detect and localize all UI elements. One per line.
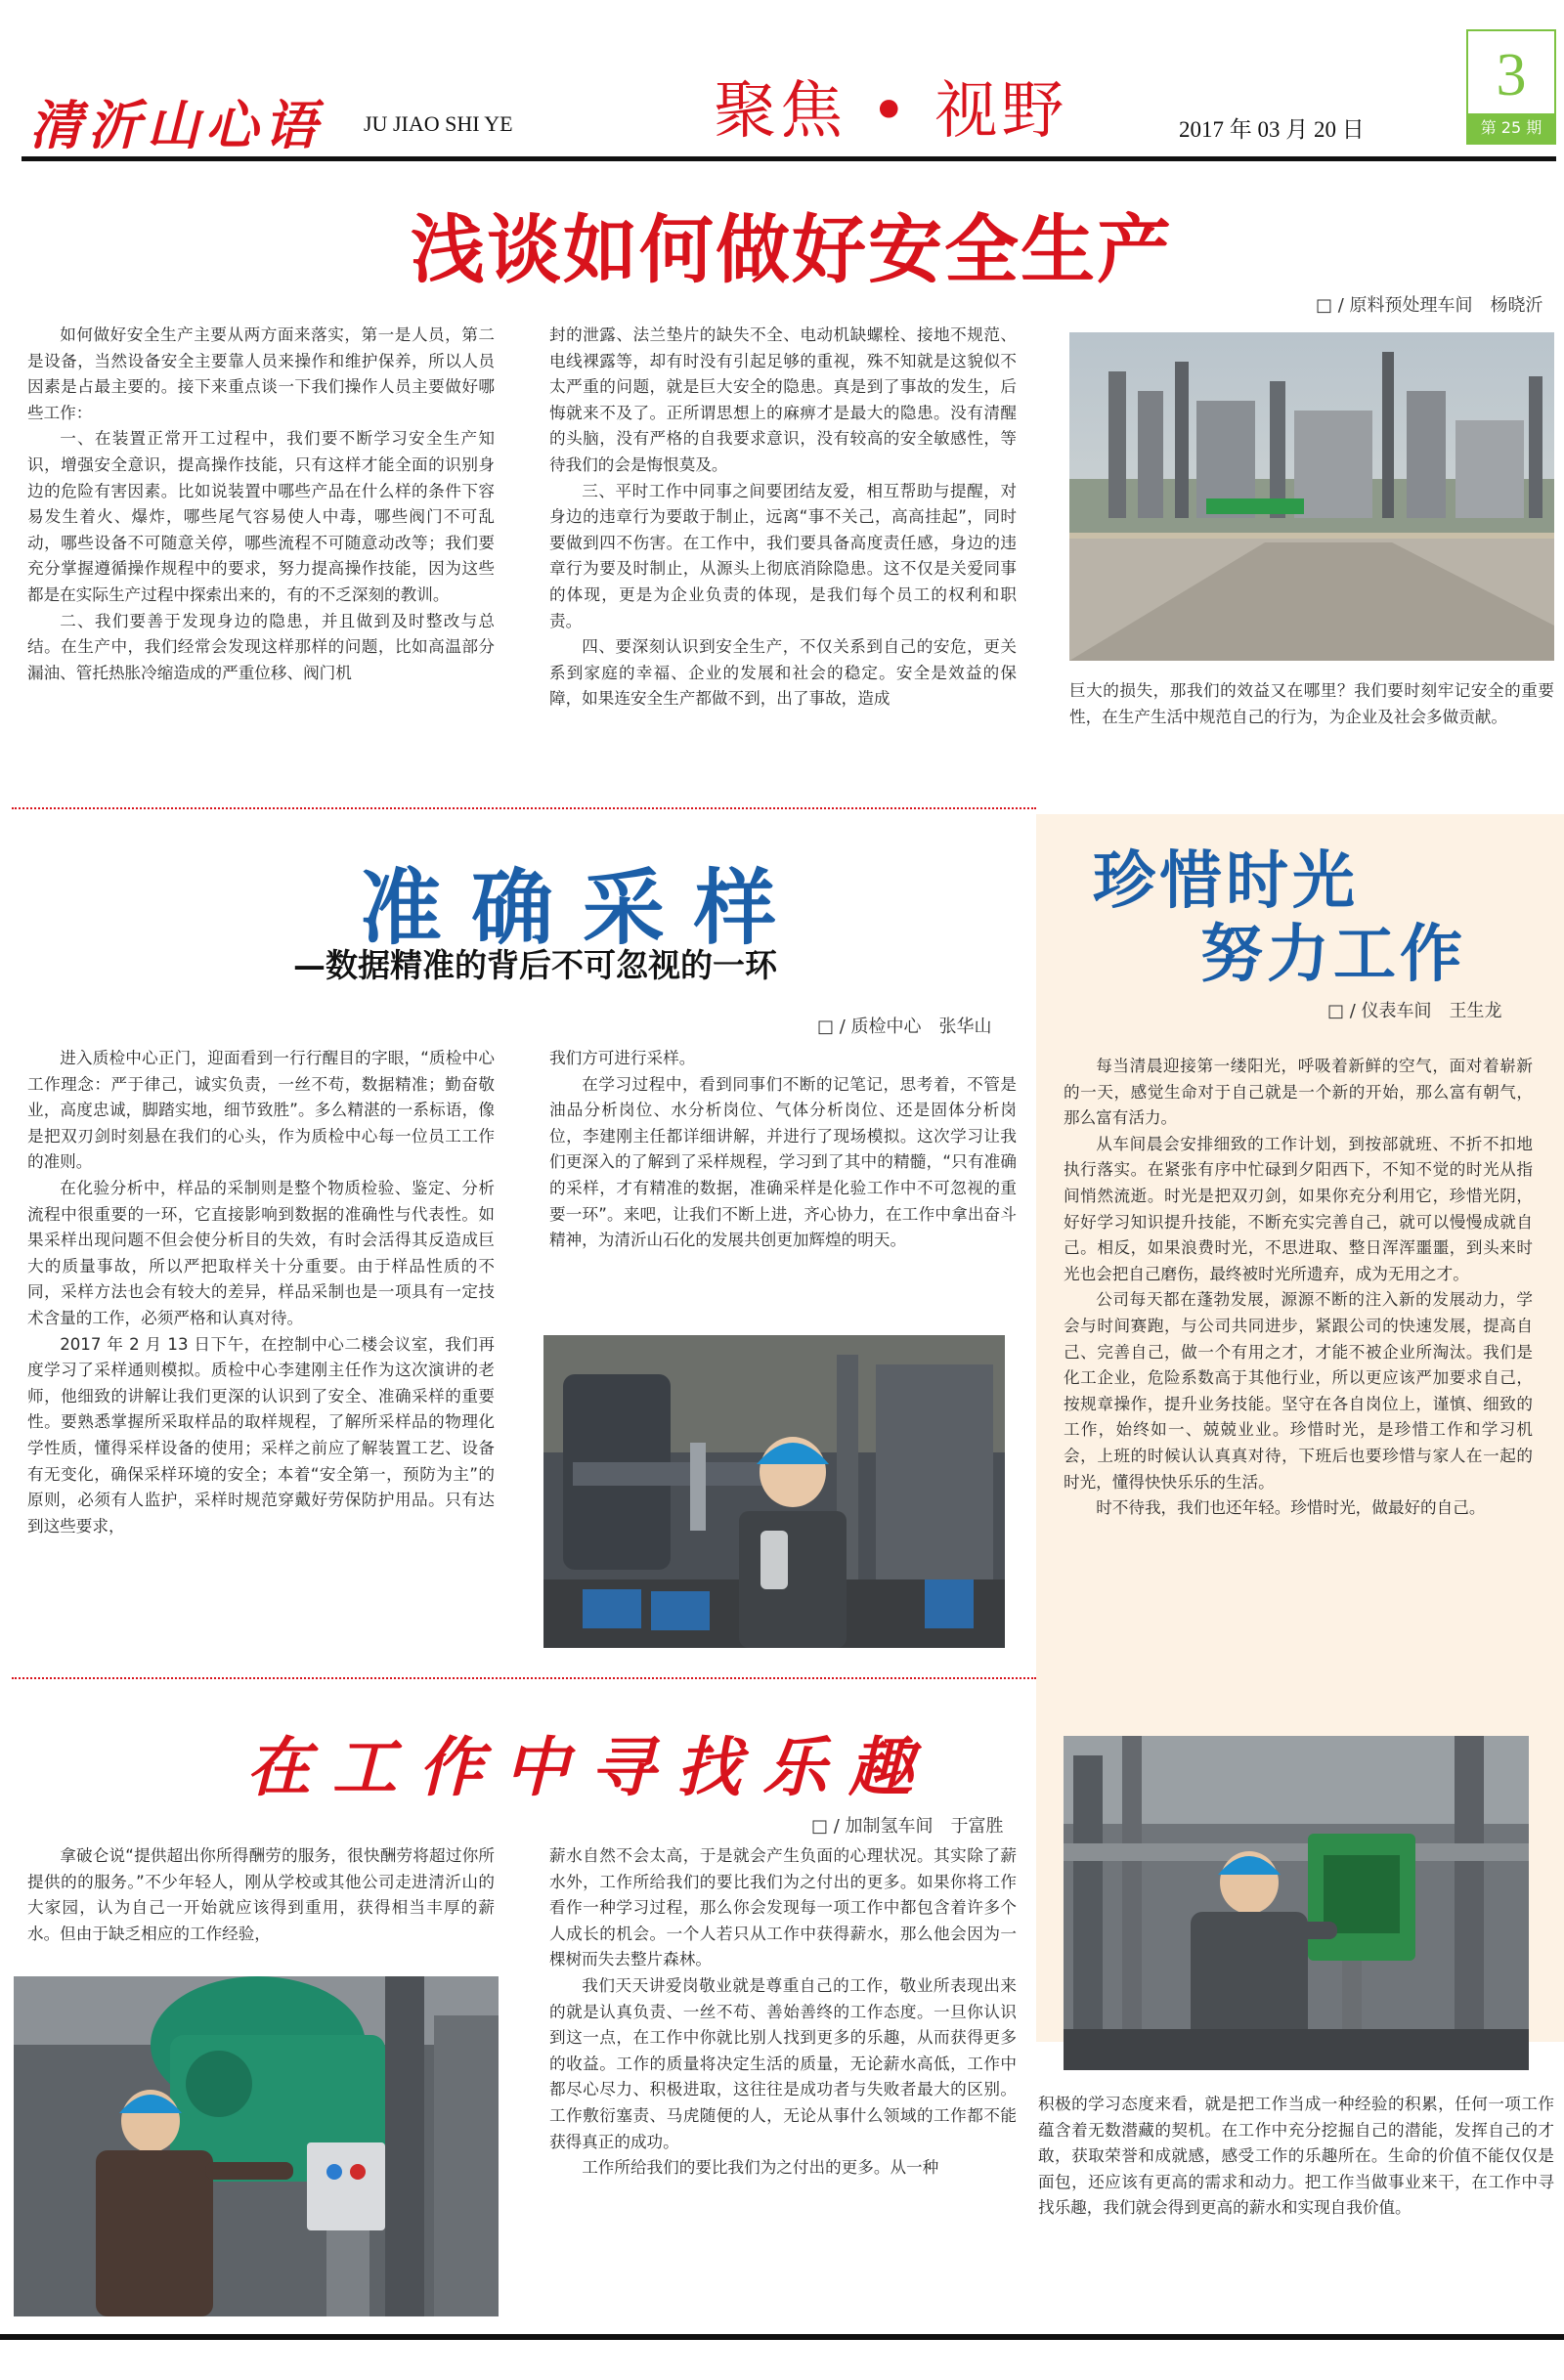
article4-column-2 <box>549 1843 1017 2320</box>
article2-column-2 <box>549 1046 1017 1321</box>
article2-byline: □ / 质检中心 张华山 <box>817 1017 992 1037</box>
paragraph: 积极的学习态度来看，就是把工作当成一种经验的积累，任何一项工作蕴含着无数潜藏的契机。在工作中充分挖掘自己的潜能，发挥自己的才敢，获取荣誉和成就感，感受工作的乐趣所在。生命的价值不能仅仅是面包，还应该有更高的需求和动力。把工作当做事业来干，在工作中寻找乐趣，我们就会得到更高的薪水和实现自我价值。 <box>1038 2095 1554 2218</box>
masthead-rule <box>22 156 1556 161</box>
paragraph: 封的泄露、法兰垫片的缺失不全、电动机缺螺栓、接地不规范、电线裸露等，却有时没有引起足够的重视，殊不知就是这貌似不太严重的问题，就是巨大安全的隐患。真是到了事故的发生，后悔就来不及了。正所谓思想上的麻痹才是最大的隐患。没有清醒的头脑，没有严格的自我要求意识，没有较高的安全敏感性，等待我们的会是悔恨莫及。 <box>549 325 1017 474</box>
article1-column-2 <box>549 323 1017 784</box>
bottom-rule <box>0 2334 1564 2340</box>
paragraph: 拿破仑说“提供超出你所得酬劳的服务，很快酬劳将超过你所提供的的服务。”不少年轻人，刚从学校或其他公司走进清沂山的大家园，认为自己一开始就应该得到重用，获得相当丰厚的薪水。但由于缺乏相应的工作经验， <box>27 1846 495 1943</box>
article1-column-3 <box>1069 678 1554 784</box>
paragraph: 在化验分析中，样品的采制则是整个物质检验、鉴定、分析流程中很重要的一环，它直接影响到数据的准确性与代表性。如果采样出现问题不但会使分析目的失效，有时会活得其反造成巨大的质量事故，所以严把取样关十分重要。由于样品性质的不同，采样方法也会有较大的差异，样品采制也是一项具有一定技术含量的工作，必须严格和认真对待。 <box>27 1178 495 1327</box>
article2-subtitle: —数据精准的背后不可忽视的一环 <box>293 946 777 984</box>
paragraph: 我们方可进行采样。 <box>549 1049 696 1067</box>
article3-byline: □ / 仪表车间 王生龙 <box>1327 1001 1502 1021</box>
paragraph: 2017 年 2 月 13 日下午，在控制中心二楼会议室，我们再度学习了采样通则模拟。质检中心李建刚主任作为这次演讲的老师，他细致的讲解让我们更深的认识到了安全、准确采样的重要性。要熟悉掌握所采取样品的取样规程，了解所采样品的物理化学性质，懂得采样设备的使用；采样之前应了解装置工艺、设备有无变化，确保采样环境的安全；本着“安全第一，预防为主”的原则，必须有人监护，采样时规范穿戴好劳保防护用品。只有达到这些要求， <box>27 1334 495 1536</box>
issue-number: 第 25 期 <box>1468 113 1554 143</box>
article4-column-3 <box>1038 2092 1554 2301</box>
paragraph: 时不待我，我们也还年轻。珍惜时光，做最好的自己。 <box>1096 1498 1486 1518</box>
section-pinyin: JU JIAO SHI YE <box>364 111 513 136</box>
paragraph: 公司每天都在蓬勃发展，源源不断的注入新的发展动力，学会与时间赛跑，与公司共同进步，紧跟公司的快速发展，提高自己、完善自己，做一个有用之才，才能不被企业所淘汰。我们是化工企业，危险系数高于其他行业，所以更应该严加要求自己，按规章操作，提升业务技能。坚守在各自岗位上，谨慎、细致的工作，始终如一、兢兢业业。珍惜时光，是珍惜工作和学习机会，上班的时候认认真真对待，下班后也要珍惜与家人在一起的时光，懂得快快乐乐的生活。 <box>1064 1290 1533 1492</box>
article3-body <box>1064 1054 1533 1701</box>
section-title: 聚焦 • 视野 <box>714 75 1068 148</box>
paragraph: 三、平时工作中同事之间要团结友爱，相互帮助与提醒，对身边的违章行为要敢于制止，远离“事不关己，高高挂起”，同时要做到四不伤害。在工作中，我们要具备高度责任感，身边的违章行为要及时制止，从源头上彻底消除隐患。这不仅是关爱同事的体现，更是为企业负责的体现，是我们每个员工的权利和职责。 <box>549 481 1017 630</box>
paragraph: 进入质检中心正门，迎面看到一行行醒目的字眼，“质检中心工作理念：严于律己，诚实负责，一丝不苟，数据精准；勤奋敬业，高度忠诚，脚踏实地，细节致胜”。多么精湛的一系标语，像是把双刃剑时刻悬在我们的心头，作为质检中心每一位员工工作的准则。 <box>27 1049 495 1172</box>
refinery-photo <box>1069 332 1554 661</box>
page-badge <box>1466 29 1556 145</box>
page-number: 3 <box>1496 42 1527 108</box>
newspaper-logo: 清沂山心语 <box>29 94 323 156</box>
article2-title: 准确采样 <box>360 859 806 956</box>
instrument-worker-photo <box>1064 1736 1529 2070</box>
article4-title: 在工作中寻找乐趣 <box>246 1729 934 1805</box>
equipment-worker-photo <box>14 1976 499 2316</box>
publish-date: 2017 年 03 月 20 日 <box>1179 117 1365 142</box>
article2-column-1 <box>27 1046 495 1658</box>
paragraph: 二、我们要善于发现身边的隐患，并且做到及时整改与总结。在生产中，我们经常会发现这样那样的问题，比如高温部分漏油、管托热胀冷缩造成的严重位移、阀门机 <box>27 611 495 682</box>
paragraph: 从车间晨会安排细致的工作计划，到按部就班、不折不扣地执行落实。在紧张有序中忙碌到夕阳西下，不知不觉的时光从指间悄然流逝。时光是把双刃剑，如果你充分利用它，珍惜光阴，好好学习知识提升技能，不断充实完善自己，就可以慢慢成就自己。相反，如果浪费时光，不思进取、整日浑浑噩噩，到头来时光也会把自己磨伤，最终被时光所遗弃，成为无用之才。 <box>1064 1134 1533 1283</box>
paragraph: 我们天天讲爱岗敬业就是尊重自己的工作，敬业所表现出来的就是认真负责、一丝不苟、善始善终的工作态度。一旦你认识到这一点，在工作中你就比别人找到更多的乐趣，从而获得更多的收益。工作的质量将决定生活的质量，无论薪水高低，工作中都尽心尽力、积极进取，这往往是成功者与失败者最大的区别。工作敷衍塞责、马虎随便的人，无论从事什么领域的工作都不能获得真正的成功。 <box>549 1975 1017 2151</box>
paragraph: 在学习过程中，看到同事们不断的记笔记，思考着，不管是油品分析岗位、水分析岗位、气体分析岗位、还是固体分析岗位，李建刚主任都详细讲解，并进行了现场模拟。这次学习让我们更深入的了解到了采样规程，学习到了其中的精髓，“只有准确的采样，才有精准的数据，准确采样是化验工作中不可忽视的重要一环”。来吧，让我们不断上进，齐心协力，在工作中拿出奋斗精神，为清沂山石化的发展共创更加辉煌的明天。 <box>549 1074 1017 1250</box>
paragraph: 巨大的损失，那我们的效益又在哪里？我们要时刻牢记安全的重要性，在生产生活中规范自己的行为，为企业及社会多做贡献。 <box>1069 681 1554 726</box>
article1-title: 浅谈如何做好安全生产 <box>411 206 1173 293</box>
section-divider <box>12 1677 1036 1679</box>
article4-column-1 <box>27 1843 495 1969</box>
paragraph: 四、要深刻认识到安全生产，不仅关系到自己的安危，更关系到家庭的幸福、企业的发展和社会的稳定。安全是效益的保障，如果连安全生产都做不到，出了事故，造成 <box>549 637 1017 709</box>
paragraph: 每当清晨迎接第一缕阳光，呼吸着新鲜的空气，面对着崭新的一天，感觉生命对于自己就是一个新的开始，那么富有朝气，那么富有活力。 <box>1064 1057 1533 1128</box>
article1-column-1 <box>27 323 495 784</box>
paragraph: 一、在装置正常开工过程中，我们要不断学习安全生产知识，增强安全意识，提高操作技能，只有这样才能全面的识别身边的危险有害因素。比如说装置中哪些产品在什么样的条件下容易发生着火、爆炸，哪些尾气容易使人中毒，哪些阀门不可乱动，哪些设备不可随意关停，哪些流程不可随意动改等；我们要充分掌握遵循操作规程中的要求，努力提高操作技能，因为这些都是在实际生产过程中探索出来的，有的不乏深刻的教训。 <box>27 429 495 604</box>
article3-title-line-2: 努力工作 <box>1200 918 1466 991</box>
sampling-worker-photo <box>543 1335 1005 1648</box>
section-divider <box>12 807 1036 809</box>
article3-title-line-1: 珍惜时光 <box>1093 844 1359 918</box>
article4-byline: □ / 加制氢车间 于富胜 <box>811 1816 1004 1837</box>
paragraph: 工作所给我们的要比我们为之付出的更多。从一种 <box>582 2158 939 2178</box>
paragraph: 薪水自然不会太高，于是就会产生负面的心理状况。其实除了薪水外，工作所给我们的要比我们为之付出的更多。如果你将工作看作一种学习过程，那么你会发现每一项工作中都包含着许多个人成长的机会。一个人若只从工作中获得薪水，那么他会因为一棵树而失去整片森林。 <box>549 1846 1017 1969</box>
article1-byline: □ / 原料预处理车间 杨晓沂 <box>1316 295 1543 316</box>
paragraph: 如何做好安全生产主要从两方面来落实，第一是人员，第二是设备，当然设备安全主要靠人员来操作和维护保养，所以人员因素是占最主要的。接下来重点谈一下我们操作人员主要做好哪些工作： <box>27 325 495 422</box>
